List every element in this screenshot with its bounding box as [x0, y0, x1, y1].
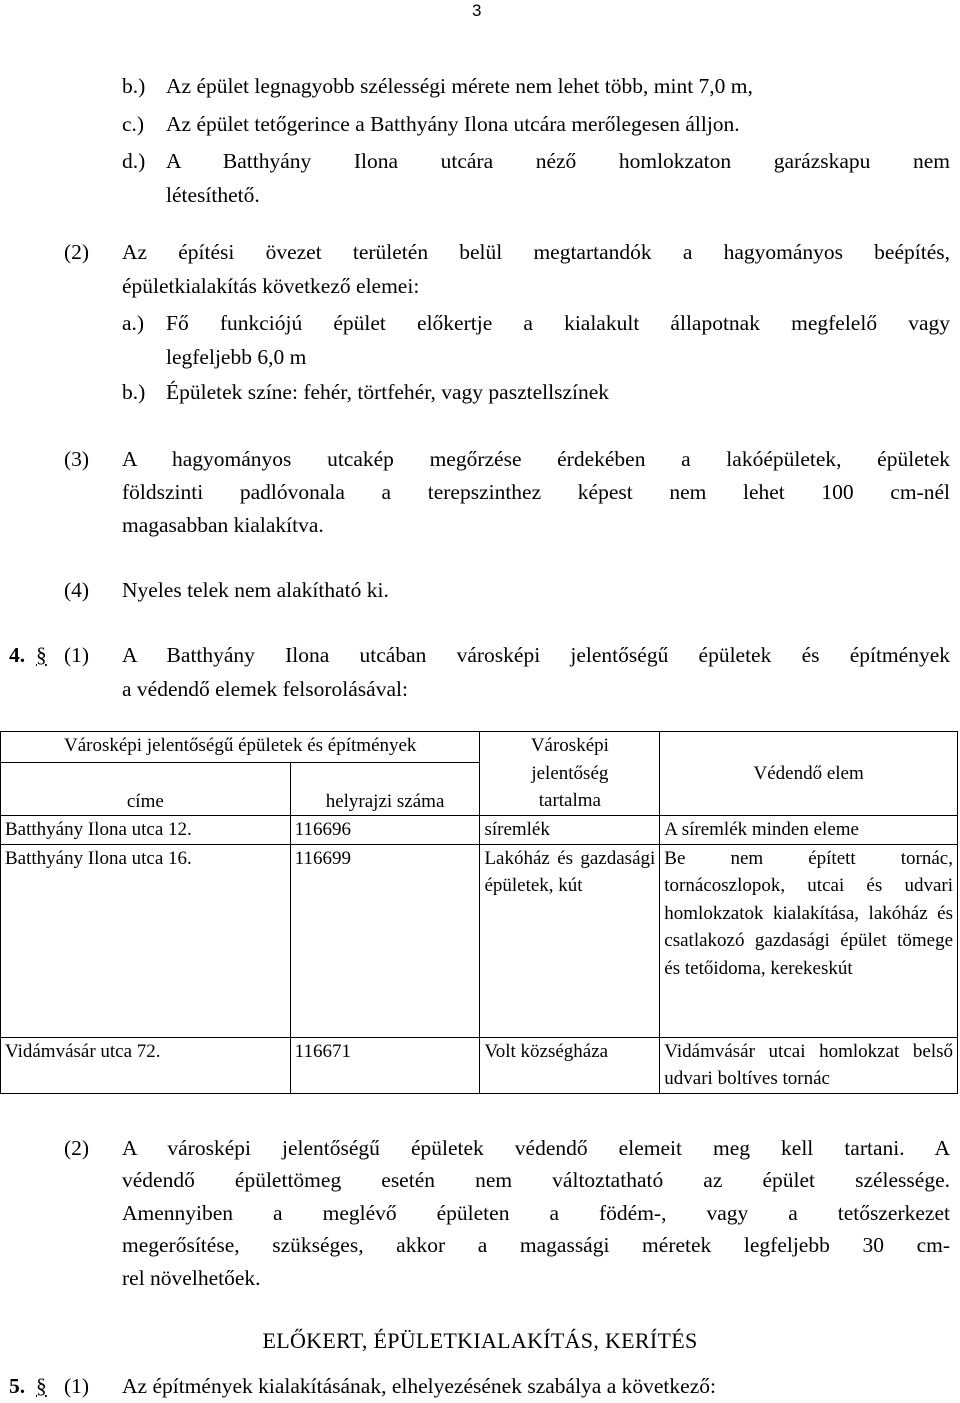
item-text: Épületek színe: fehér, törtfehér, vagy pasztellszínek	[166, 380, 610, 404]
cell-cim: Batthyány Ilona utca 16.	[1, 844, 291, 1037]
cell-vedendo: Vidámvásár utcai homlokzat belső udvari boltíves tornác	[660, 1037, 958, 1093]
cell-hrsz: 116699	[290, 844, 480, 1037]
section-heading: ELŐKERT, ÉPÜLETKIALAKÍTÁS, KERÍTÉS	[262, 1328, 698, 1353]
paragraph-line: rel növelhetőek.	[122, 1266, 261, 1290]
paragraph-line: a védendő elemek felsorolásával:	[122, 677, 408, 701]
header-hrsz-cell: helyrajzi száma	[290, 763, 480, 816]
header-line: tartalma	[538, 790, 601, 811]
paragraph-number: (2)	[64, 240, 90, 264]
item-label: a.)	[122, 311, 145, 335]
cell-vedendo: A síremlék minden eleme	[660, 816, 958, 845]
cell-vedendo: Be nem épített tornác, tornácoszlopok, utcai és udvari homlokzatok kialakítása, lakóház és csatlakozó gazdasági épület tömege és tetőidoma, kerekeskút	[660, 844, 958, 1037]
cell-cim: Vidámvásár utca 72.	[1, 1037, 291, 1093]
cell-tartalom: Volt községháza	[480, 1037, 660, 1093]
section-symbol: §	[36, 643, 47, 667]
paragraph-line: Amennyiben a meglévő épületen a födém-, vagy a tetőszerkezet	[122, 1201, 950, 1225]
paragraph-line: földszinti padlóvonala a terepszinthez képest nem lehet 100 cm-nél	[122, 480, 950, 504]
paragraph-line: A Batthyány Ilona utcában városképi jelentőségű épületek és építmények	[122, 643, 950, 667]
item-text: Az épület tetőgerince a Batthyány Ilona utcára merőlegesen álljon.	[166, 112, 740, 136]
paragraph-line: Nyeles telek nem alakítható ki.	[122, 578, 389, 602]
paragraph-line: A hagyományos utcakép megőrzése érdekében a lakóépületek, épületek	[122, 447, 950, 471]
paragraph-number: (2)	[64, 1136, 90, 1160]
header-line: jelentőség	[531, 762, 609, 784]
paragraph-line: épületkialakítás következő elemei:	[122, 274, 420, 298]
item-text-line: legfeljebb 6,0 m	[166, 345, 307, 369]
header-group-cell: Városképi jelentőségű épületek és építmények	[1, 732, 480, 763]
cell-tartalom: síremlék	[480, 816, 660, 845]
cell-hrsz: 116671	[290, 1037, 480, 1093]
cell-tartalom: Lakóház és gazdasági épületek, kút	[480, 844, 660, 1037]
table-row	[1, 844, 958, 1037]
paragraph-line: Az építési övezet területén belül megtartandók a hagyományos beépítés,	[122, 240, 950, 264]
table-row	[1, 816, 958, 845]
item-text-line: A Batthyány Ilona utcára néző homlokzaton garázskapu nem	[166, 149, 950, 173]
table-row	[1, 1037, 958, 1093]
item-label: d.)	[122, 149, 146, 173]
paragraph-line: megerősítése, szükséges, akkor a magassági méretek legfeljebb 30 cm-	[122, 1233, 950, 1257]
section-symbol: §	[36, 1374, 47, 1398]
paragraph-number: (4)	[64, 578, 90, 602]
protected-buildings-table	[0, 731, 958, 1094]
item-label: b.)	[122, 74, 146, 98]
item-text: Az épület legnagyobb szélességi mérete nem lehet több, mint 7,0 m,	[166, 74, 753, 98]
paragraph-line: védendő épülettömeg esetén nem változtatható az épület szélessége.	[122, 1168, 950, 1192]
paragraph-number: (3)	[64, 447, 90, 471]
item-label: b.)	[122, 380, 146, 404]
paragraph-line: A városképi jelentőségű épületek védendő elemeit meg kell tartani. A	[122, 1136, 950, 1160]
cell-cim: Batthyány Ilona utca 12.	[1, 816, 291, 845]
paragraph-number: (1)	[64, 643, 90, 667]
header-tartalom-cell	[480, 732, 660, 816]
item-text-line: létesíthető.	[166, 183, 260, 207]
header-cime-cell: címe	[1, 763, 291, 816]
item-label: c.)	[122, 112, 145, 136]
header-line: Városképi	[530, 735, 609, 756]
paragraph-line: Az építmények kialakításának, elhelyezésének szabálya a következő:	[122, 1374, 716, 1398]
item-text-line: Fő funkciójú épület előkertje a kialakult állapotnak megfelelő vagy	[166, 311, 950, 335]
section-number: 5.	[9, 1374, 26, 1398]
cell-hrsz: 116696	[290, 816, 480, 845]
paragraph-line: magasabban kialakítva.	[122, 513, 324, 537]
page-number: 3	[472, 1, 482, 20]
paragraph-number: (1)	[64, 1374, 90, 1398]
section-number: 4.	[9, 643, 26, 667]
header-vedendo-cell: Védendő elem	[660, 732, 958, 816]
table-header-row	[1, 732, 958, 763]
